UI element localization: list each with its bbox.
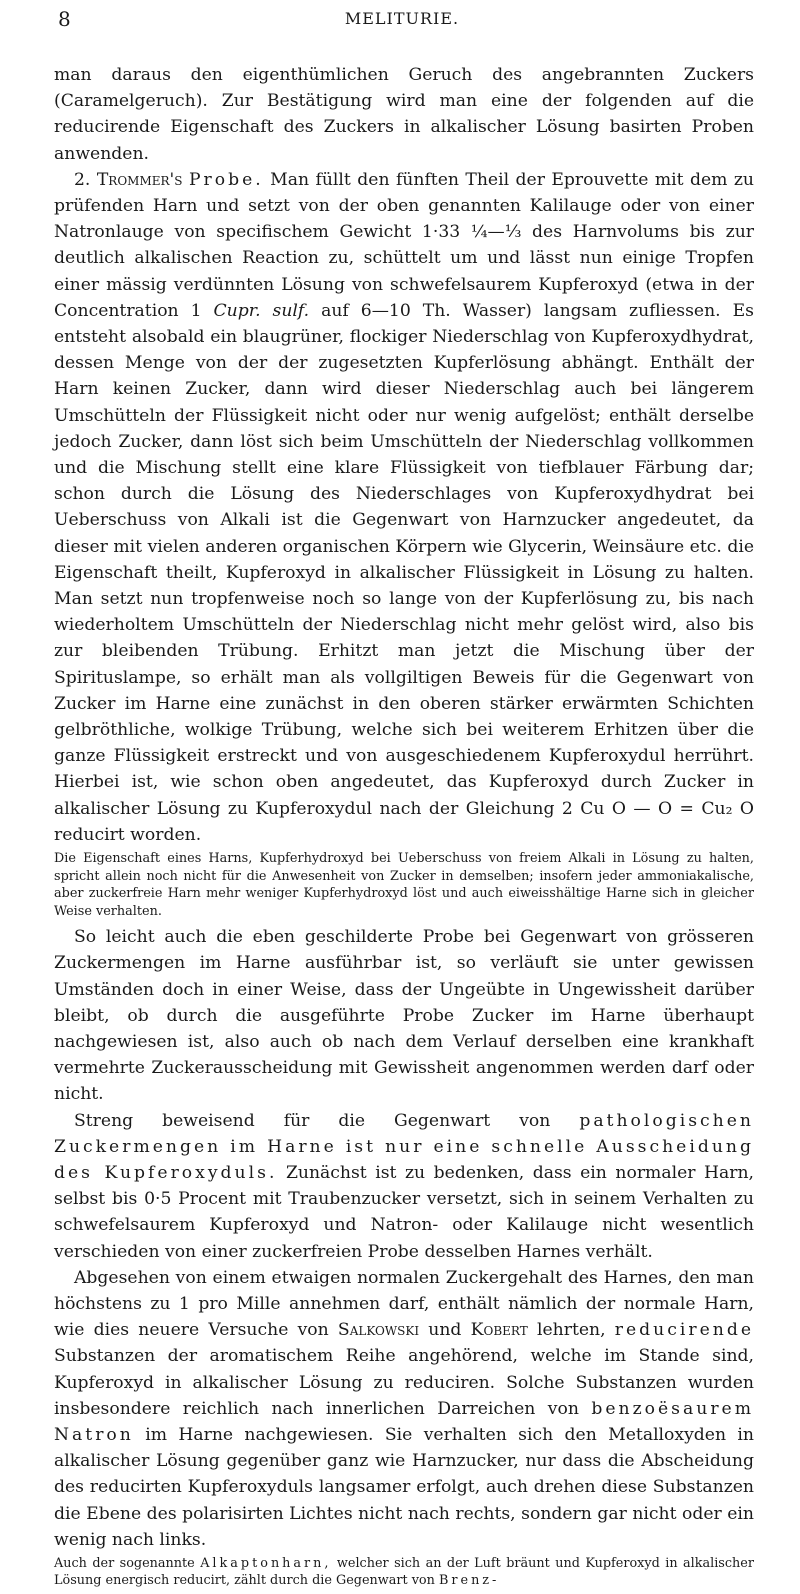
paragraph-reducirende-substanzen	[54, 1265, 754, 1553]
page-header	[52, 2, 752, 32]
author-name-trommer: Trommer's	[96, 169, 183, 190]
alkapton-text-part1: Auch der sogenannte	[54, 1555, 195, 1571]
trommer-text-part2: auf 6—10 Th. Wasser) langsam zufliessen. Es entsteht alsobald ein blaugrüner, flockiger Niederschlag von Kupferoxydhydrat, dessen Menge von der der zugesetzten Kupferlösung abhängt. Enthält der Harn keinen Zucker, dann wird dieser Niederschlag auch bei längerem Umschütteln der Flüssigkeit nicht oder nur wenig aufgelöst; enthält derselbe jedoch Zucker, dann löst sich beim Umschütteln der Niederschlag vollkommen und die Mischung stellt eine klare Flüssigkeit von tiefblauer Färbung dar; schon durch die Lösung des Niederschlages von Kupferoxydhydrat bei Ueberschuss von Alkali ist die Gegenwart von Harnzucker angedeutet, da dieser mit vielen anderen organischen Körpern wie Glycerin, Weinsäure etc. die Eigenschaft theilt, Kupferoxyd in alkalischer Flüssigkeit in Lösung zu halten. Man setzt nun tropfenweise noch so lange von der Kupferlösung zu, bis nach wiederholtem Umschütteln der Niederschlag nicht mehr gelöst wird, also bis zur bleibenden Trübung. Erhitzt man jetzt die Mischung über der Spirituslampe, so erhält man als vollgiltigen Beweis für die Gegenwart von Zucker im Harne eine zunächst in den oberen stärker erwärmten Schichten gelbröthliche, wolkige Trübung, welche sich bei weiterem Erhitzen über die ganze Flüssigkeit erstreckt und von ausgeschiedenem Kupferoxydul herrührt. Hierbei ist, wie schon oben angedeutet, das Kupferoxyd durch Zucker in alkalischer Lösung zu Kupferoxydul nach der Gleichung 2 Cu O — O = Cu₂ O reducirt worden.	[54, 300, 754, 845]
paragraph-intro: man daraus den eigenthümlichen Geruch des angebrannten Zuckers (Caramelgeruch). Zur Bestätigung wird man eine der folgenden auf die reducirende Eigenschaft des Zuckers in alkalischer Lösung basirten Proben anwenden.	[54, 65, 754, 164]
beweisend-text-part1: Streng beweisend für die Gegenwart von	[74, 1110, 551, 1131]
reducirende-text-part2: lehrten,	[536, 1320, 606, 1341]
reducirende-emphasis: reducirende	[614, 1320, 754, 1341]
paragraph-trommer-probe	[54, 167, 754, 848]
paragraph-beweisend	[54, 1108, 754, 1265]
author-name-salkowski: Salkowski	[337, 1320, 420, 1341]
page-body	[54, 62, 754, 1594]
author-name-kobert: Kobert	[470, 1320, 528, 1341]
footnote-alkaptonharn	[54, 1555, 754, 1590]
footnote-kupferhydroxyd: Die Eigenschaft eines Harns, Kupferhydroxyd bei Ueberschuss von freiem Alkali in Lösung zu halten, spricht allein noch nicht für die Anwesenheit von Zucker in demselben; insofern jeder ammoniakalische, aber zuckerfreie Harn mehr weniger Kupferhydroxyd löst und auch eiweisshältige Harne sich in gleicher Weise verhalten.	[54, 851, 754, 919]
benzoe-emphasis: benzoësaurem Natron	[54, 1398, 754, 1445]
paragraph-ungewissheit: So leicht auch die eben geschilderte Probe bei Gegenwart von grösseren Zuckermengen im Harne ausführbar ist, so verläuft sie unter gewissen Umständen doch in einer Weise, dass der Ungeübte in Ungewissheit darüber bleibt, ob durch die ausgeführte Probe Zucker im Harne überhaupt nachgewiesen ist, also auch ob nach dem Verlauf derselben eine krankhaft vermehrte Zuckerausscheidung mit Gewissheit angenommen werden darf oder nicht.	[54, 927, 754, 1105]
running-title: MELITURIE.	[344, 9, 460, 28]
probe-heading: Probe.	[188, 169, 264, 190]
conjunction-und: und	[428, 1320, 462, 1341]
reducirende-text-part3: Substanzen der aromatischem Reihe angehörend, welche im Stande sind, Kupferoxyd in alkalischer Lösung zu reduciren. Solche Substanzen wurden insbesondere reichlich nach innerlichen Darreichen von	[54, 1346, 754, 1419]
alkapton-text-part2: welcher sich an der Luft bräunt und Kupferoxyd in alkalischer Lösung energisch reducirt, zählt durch die Gegenwart von	[54, 1555, 754, 1589]
reducirende-text-part4: im Harne nachgewiesen. Sie verhalten sich den Metalloxyden in alkalischer Lösung gegenüber ganz wie Harnzucker, nur dass die Abscheidung des reducirten Kupferoxyduls langsamer erfolgt, auch drehen diese Substanzen die Ebene des polarisirten Lichtes nicht nach rechts, sondern gar nicht oder ein wenig nach links.	[54, 1424, 754, 1550]
alkapton-term: Alkaptonharn,	[200, 1555, 332, 1571]
beweisend-emphasis: pathologischen Zuckermengen im Harne ist nur eine schnelle Ausscheidung des Kupferoxyduls.	[54, 1110, 754, 1183]
brenz-term: Brenz-	[438, 1573, 500, 1589]
beweisend-text-part2: Zunächst ist zu bedenken, dass ein normaler Harn, selbst bis 0·5 Procent mit Traubenzucker versetzt, sich in seinem Verhalten zu schwefelsaurem Kupferoxyd und Natron- oder Kalilauge nicht wesentlich verschieden von einer zuckerfreien Probe desselben Harnes verhält.	[54, 1162, 754, 1262]
page-number: 8	[58, 7, 71, 31]
trommer-text-part1: Man füllt den fünften Theil der Eprouvette mit dem zu prüfenden Harn und setzt von der oben genannten Kalilauge oder von einer Natronlauge von specifischem Gewicht 1·33 ¼—⅓ des Harnvolums bis zur deutlich alkalischen Reaction zu, schüttelt um und lässt nun einige Tropfen einer mässig verdünnten Lösung von schwefelsaurem Kupferoxyd (etwa in der Concentration 1	[54, 169, 754, 321]
reducirende-text-part1: Abgesehen von einem etwaigen normalen Zuckergehalt des Harnes, den man höchstens zu 1 pro Mille annehmen darf, enthält nämlich der normale Harn, wie dies neuere Versuche von	[54, 1267, 754, 1341]
section-number: 2.	[74, 169, 91, 190]
cupr-sulf-term: Cupr. sulf.	[213, 300, 310, 321]
